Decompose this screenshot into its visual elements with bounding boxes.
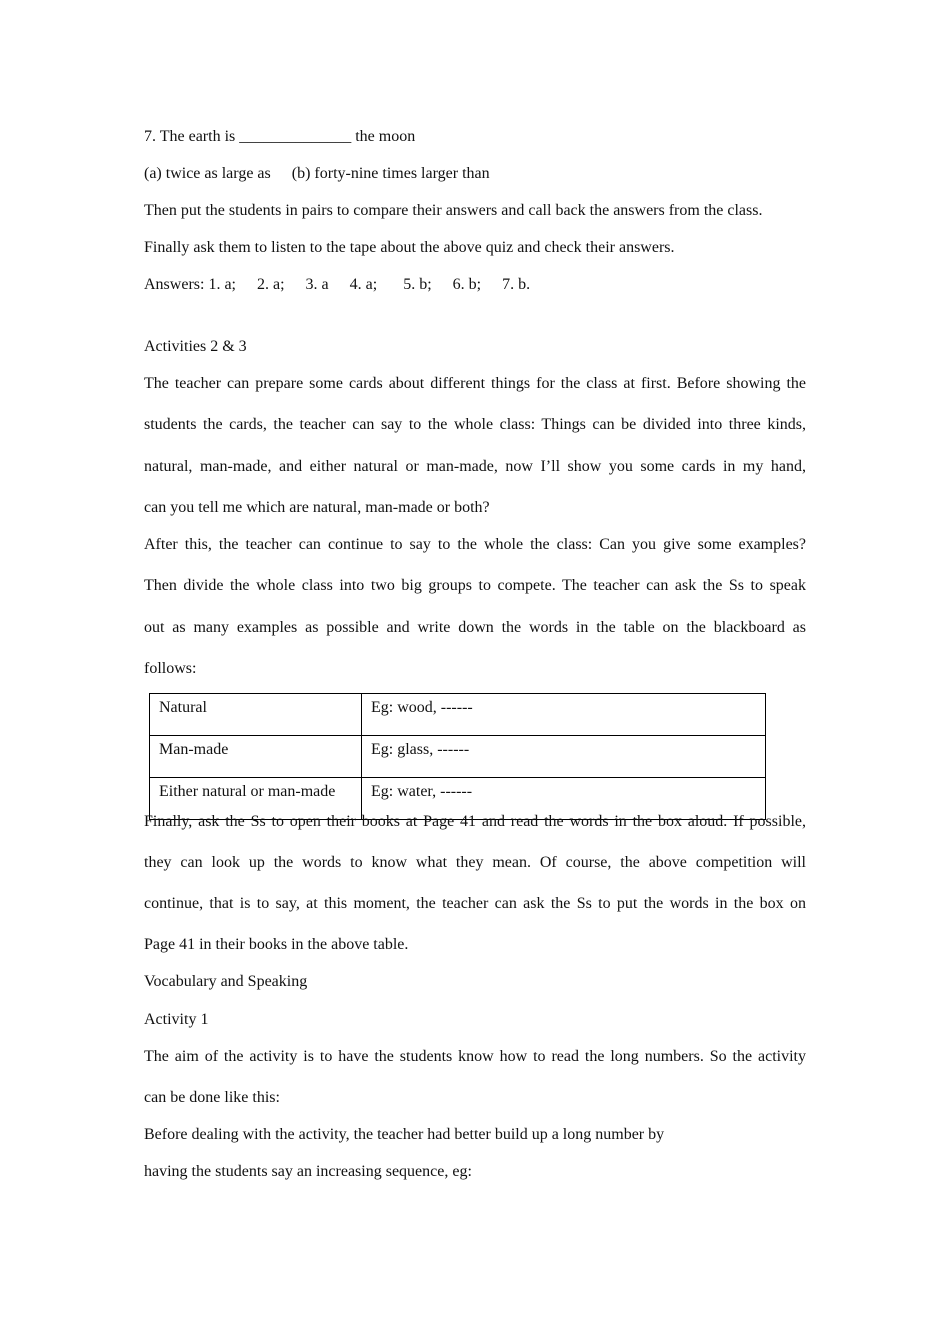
kind-cell: Either natural or man-made	[150, 778, 362, 820]
answer-item: 5. b;	[403, 276, 432, 293]
quiz-question-7: 7. The earth is ______________ the moon	[144, 128, 416, 145]
answer-item: 6. b;	[452, 276, 482, 293]
activity-heading: Activity 1	[144, 1011, 209, 1028]
paragraph-line: can you tell me which are natural, man-made or both?	[144, 499, 490, 516]
answers-line	[144, 275, 530, 295]
kind-cell: Man-made	[150, 736, 362, 778]
option-a: (a) twice as large as	[144, 165, 271, 182]
paragraph-line: natural, man-made, and either natural or man-made, now I’ll show you some cards in my hand,	[144, 458, 806, 475]
paragraph-line: Then divide the whole class into two big groups to compete. The teacher can ask the Ss to speak	[144, 577, 806, 594]
paragraph-line: Finally, ask the Ss to open their books at Page 41 and read the words in the box aloud. If possible,	[144, 813, 806, 830]
paragraph-line: can be done like this:	[144, 1089, 280, 1106]
section-heading: Vocabulary and Speaking	[144, 973, 308, 990]
paragraph-line: Before dealing with the activity, the teacher had better build up a long number by	[144, 1126, 665, 1143]
paragraph-line: they can look up the words to know what they mean. Of course, the above competition will	[144, 854, 806, 871]
kind-cell: Natural	[150, 694, 362, 736]
example-cell: Eg: glass, ------	[362, 736, 766, 778]
paragraph-line: The teacher can prepare some cards about different things for the class at first. Before showing the	[144, 375, 806, 392]
answer-item: 7. b.	[502, 276, 531, 293]
instruction-tape: Finally ask them to listen to the tape about the above quiz and check their answers.	[144, 239, 675, 256]
instruction-pairs: Then put the students in pairs to compare their answers and call back the answers from the class.	[144, 202, 763, 219]
example-cell: Eg: water, ------	[362, 778, 766, 820]
section-heading: Activities 2 & 3	[144, 338, 247, 355]
answer-item: 4. a;	[349, 276, 378, 293]
paragraph-line: After this, the teacher can continue to say to the whole the class: Can you give some examples?	[144, 536, 806, 553]
kinds-table	[149, 693, 766, 820]
paragraph-line: out as many examples as possible and write down the words in the table on the blackboard as	[144, 619, 806, 636]
table-row	[150, 736, 766, 778]
paragraph-line: having the students say an increasing sequence, eg:	[144, 1163, 472, 1180]
paragraph-line: students the cards, the teacher can say to the whole class: Things can be divided into three kinds,	[144, 416, 806, 433]
paragraph-line: continue, that is to say, at this moment, the teacher can ask the Ss to put the words in the box on	[144, 895, 806, 912]
paragraph-line: The aim of the activity is to have the students know how to read the long numbers. So the activity	[144, 1048, 806, 1065]
answer-item: 3. a	[305, 276, 329, 293]
option-b: (b) forty-nine times larger than	[291, 165, 490, 182]
answer-item: 2. a;	[256, 276, 285, 293]
quiz-options	[144, 164, 490, 184]
paragraph-line: follows:	[144, 660, 197, 677]
paragraph-line: Page 41 in their books in the above table.	[144, 936, 409, 953]
table-row	[150, 694, 766, 736]
example-cell: Eg: wood, ------	[362, 694, 766, 736]
answers-label: Answers: 1. a;	[144, 276, 236, 293]
